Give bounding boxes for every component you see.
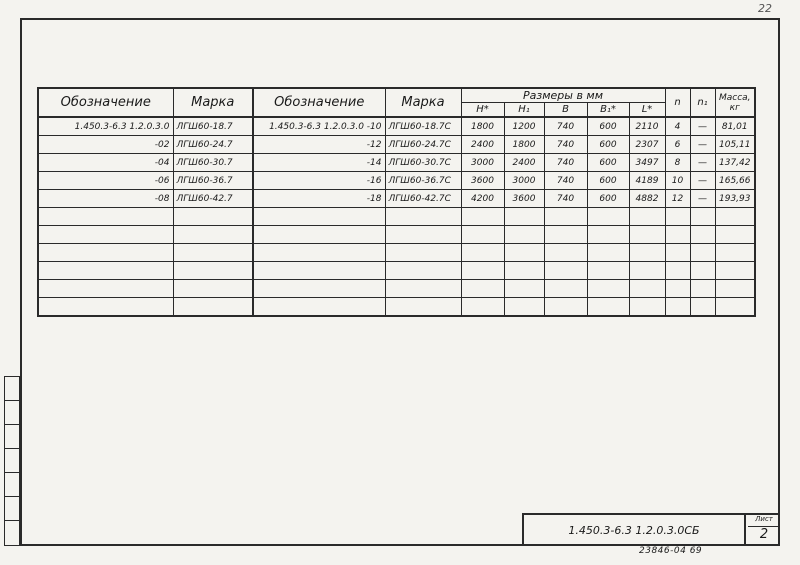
cell-h: 1800 [461, 117, 504, 136]
empty-cell [629, 280, 665, 298]
empty-cell [504, 262, 544, 280]
cell-des2: -12 [253, 136, 385, 154]
empty-row [38, 298, 755, 317]
empty-cell [715, 262, 755, 280]
empty-cell [253, 262, 385, 280]
table-body [38, 117, 755, 316]
empty-cell [715, 226, 755, 244]
empty-cell [504, 208, 544, 226]
empty-cell [715, 298, 755, 317]
header-mass: Масса, кг [715, 88, 755, 117]
table-row [38, 190, 755, 208]
cell-b: 740 [544, 136, 587, 154]
empty-cell [38, 226, 173, 244]
cell-h1: 3600 [504, 190, 544, 208]
cell-mass: 193,93 [715, 190, 755, 208]
document-code: 1.450.3-6.3 1.2.0.3.0СБ [524, 515, 746, 546]
empty-cell [629, 244, 665, 262]
empty-cell [544, 280, 587, 298]
empty-cell [587, 208, 629, 226]
empty-cell [461, 262, 504, 280]
header-n1: n₁ [690, 88, 715, 117]
empty-cell [715, 280, 755, 298]
title-block [522, 513, 780, 546]
cell-mark1: ЛГШ60-36.7 [173, 172, 253, 190]
empty-cell [544, 208, 587, 226]
header-mark-1: Марка [173, 88, 253, 117]
cell-n: 12 [665, 190, 690, 208]
empty-cell [461, 298, 504, 317]
empty-cell [544, 262, 587, 280]
cell-l: 3497 [629, 154, 665, 172]
cell-b: 740 [544, 190, 587, 208]
cell-mass: 105,11 [715, 136, 755, 154]
empty-cell [461, 280, 504, 298]
empty-cell [173, 244, 253, 262]
cell-b1: 600 [587, 190, 629, 208]
cell-l: 4189 [629, 172, 665, 190]
cell-n1: — [690, 154, 715, 172]
cell-b: 740 [544, 172, 587, 190]
cell-mark1: ЛГШ60-18.7 [173, 117, 253, 136]
cell-des2: -14 [253, 154, 385, 172]
empty-cell [629, 208, 665, 226]
empty-cell [504, 298, 544, 317]
empty-cell [504, 244, 544, 262]
cell-b1: 600 [587, 136, 629, 154]
empty-cell [587, 298, 629, 317]
empty-cell [385, 262, 461, 280]
empty-cell [173, 280, 253, 298]
empty-cell [665, 298, 690, 317]
empty-cell [461, 226, 504, 244]
cell-b1: 600 [587, 154, 629, 172]
empty-cell [665, 244, 690, 262]
table-row [38, 136, 755, 154]
cell-n1: — [690, 172, 715, 190]
empty-cell [253, 226, 385, 244]
cell-mark1: ЛГШ60-24.7 [173, 136, 253, 154]
cell-h1: 3000 [504, 172, 544, 190]
empty-cell [690, 298, 715, 317]
empty-cell [690, 280, 715, 298]
empty-cell [253, 244, 385, 262]
empty-cell [253, 208, 385, 226]
header-mark-2: Марка [385, 88, 461, 117]
empty-row [38, 244, 755, 262]
cell-h: 4200 [461, 190, 504, 208]
empty-cell [690, 244, 715, 262]
cell-des1: -04 [38, 154, 173, 172]
cell-l: 2307 [629, 136, 665, 154]
binding-strip [4, 376, 20, 546]
cell-h1: 1200 [504, 117, 544, 136]
cell-b1: 600 [587, 172, 629, 190]
cell-l: 2110 [629, 117, 665, 136]
empty-row [38, 280, 755, 298]
cell-b1: 600 [587, 117, 629, 136]
header-b1: B₁* [587, 103, 629, 118]
header-dimensions: Размеры в мм [461, 88, 665, 103]
empty-cell [629, 226, 665, 244]
empty-cell [629, 262, 665, 280]
header-h1: H₁ [504, 103, 544, 118]
table-row [38, 172, 755, 190]
header-designation-2: Обозначение [253, 88, 385, 117]
empty-cell [173, 226, 253, 244]
empty-cell [504, 280, 544, 298]
empty-cell [665, 208, 690, 226]
empty-cell [665, 280, 690, 298]
specification-table [37, 87, 756, 317]
cell-mark2: ЛГШ60-30.7С [385, 154, 461, 172]
cell-des2: -16 [253, 172, 385, 190]
header-l: L* [629, 103, 665, 118]
empty-cell [385, 280, 461, 298]
empty-cell [38, 280, 173, 298]
cell-mark1: ЛГШ60-30.7 [173, 154, 253, 172]
empty-cell [665, 262, 690, 280]
empty-row [38, 226, 755, 244]
empty-cell [587, 244, 629, 262]
table-row [38, 117, 755, 136]
cell-h: 3000 [461, 154, 504, 172]
sheet-label: Лист [748, 515, 780, 527]
cell-h1: 2400 [504, 154, 544, 172]
cell-mark2: ЛГШ60-24.7С [385, 136, 461, 154]
inventory-number: 23846-04 69 [639, 546, 703, 556]
cell-n: 6 [665, 136, 690, 154]
cell-des2: 1.450.3-6.3 1.2.0.3.0 -10 [253, 117, 385, 136]
empty-cell [461, 244, 504, 262]
header-b: B [544, 103, 587, 118]
cell-mark2: ЛГШ60-18.7С [385, 117, 461, 136]
empty-cell [715, 208, 755, 226]
empty-cell [690, 226, 715, 244]
empty-row [38, 208, 755, 226]
cell-n1: — [690, 136, 715, 154]
empty-cell [504, 226, 544, 244]
empty-cell [38, 208, 173, 226]
empty-cell [385, 226, 461, 244]
cell-mass: 165,66 [715, 172, 755, 190]
cell-n: 8 [665, 154, 690, 172]
empty-cell [173, 262, 253, 280]
empty-cell [38, 262, 173, 280]
cell-mark1: ЛГШ60-42.7 [173, 190, 253, 208]
empty-row [38, 262, 755, 280]
cell-b: 740 [544, 117, 587, 136]
cell-b: 740 [544, 154, 587, 172]
empty-cell [173, 298, 253, 317]
empty-cell [690, 208, 715, 226]
empty-cell [461, 208, 504, 226]
cell-des1: -02 [38, 136, 173, 154]
header-n: n [665, 88, 690, 117]
empty-cell [587, 226, 629, 244]
cell-des1: -08 [38, 190, 173, 208]
empty-cell [587, 280, 629, 298]
header-h: H* [461, 103, 504, 118]
empty-cell [38, 298, 173, 317]
table-row [38, 154, 755, 172]
cell-n1: — [690, 117, 715, 136]
cell-h: 3600 [461, 172, 504, 190]
cell-n1: — [690, 190, 715, 208]
empty-cell [544, 298, 587, 317]
empty-cell [587, 262, 629, 280]
cell-des1: 1.450.3-6.3 1.2.0.3.0 [38, 117, 173, 136]
cell-h1: 1800 [504, 136, 544, 154]
sheet-number: 2 [759, 527, 769, 542]
empty-cell [544, 226, 587, 244]
empty-cell [385, 298, 461, 317]
cell-mass: 137,42 [715, 154, 755, 172]
header-designation-1: Обозначение [38, 88, 173, 117]
empty-cell [385, 208, 461, 226]
empty-cell [715, 244, 755, 262]
empty-cell [253, 280, 385, 298]
empty-cell [629, 298, 665, 317]
corner-mark: 22 [758, 2, 772, 15]
cell-mark2: ЛГШ60-36.7С [385, 172, 461, 190]
cell-l: 4882 [629, 190, 665, 208]
cell-n: 4 [665, 117, 690, 136]
empty-cell [690, 262, 715, 280]
empty-cell [38, 244, 173, 262]
empty-cell [173, 208, 253, 226]
cell-des2: -18 [253, 190, 385, 208]
cell-mark2: ЛГШ60-42.7С [385, 190, 461, 208]
cell-n: 10 [665, 172, 690, 190]
empty-cell [665, 226, 690, 244]
empty-cell [385, 244, 461, 262]
empty-cell [544, 244, 587, 262]
cell-mass: 81,01 [715, 117, 755, 136]
cell-h: 2400 [461, 136, 504, 154]
empty-cell [253, 298, 385, 317]
cell-des1: -06 [38, 172, 173, 190]
